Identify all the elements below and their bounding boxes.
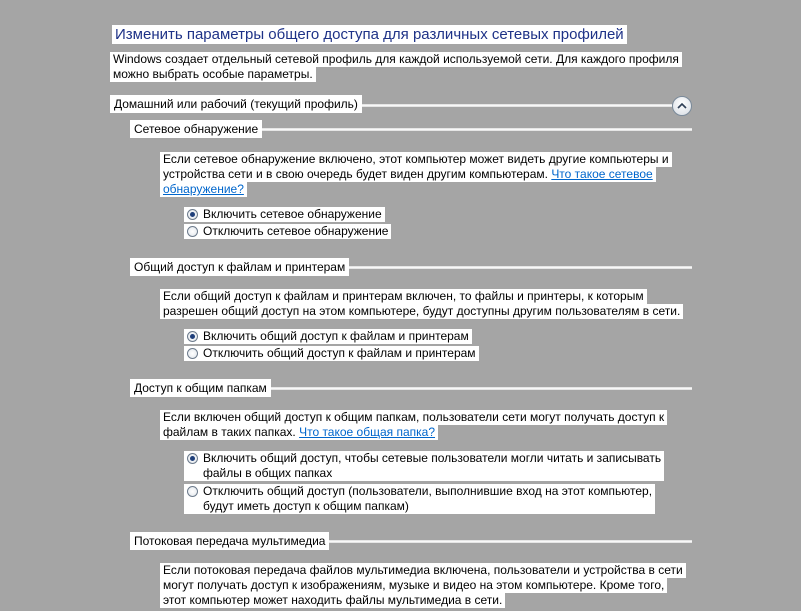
profile-label[interactable]: Домашний или рабочий (текущий профиль) [110,95,362,113]
discovery-desc-line2: устройства сети и в свою очередь будет виден другим компьютерам. Что такое сетевое [160,167,656,182]
public-folders-off-label-line1: Отключить общий доступ (пользователи, выполнившие вход на этот компьютер, [203,484,653,498]
file-sharing-off-option[interactable] [184,346,479,361]
discovery-desc-line3 [160,182,247,197]
public-folders-desc-line1: Если включен общий доступ к общим папкам, пользователи сети могут получать доступ к [160,410,667,425]
file-sharing-header: Общий доступ к файлам и принтерам [130,258,349,276]
collapse-profile-button[interactable] [672,96,692,116]
file-sharing-off-radio[interactable] [187,348,198,359]
public-folders-on-radio[interactable] [187,453,198,464]
public-folders-on-option[interactable] [184,451,664,481]
public-folders-desc-line2: файлам в таких папках. Что такое общая папка? [160,425,438,440]
file-sharing-on-radio[interactable] [187,331,198,342]
public-folders-off-label-line2: будут иметь доступ к общим папкам) [203,499,409,513]
discovery-help-link[interactable]: Что такое сетевое [551,167,653,181]
discovery-desc-line1: Если сетевое обнаружение включено, этот компьютер может видеть другие компьютеры и [160,152,672,167]
discovery-off-label: Отключить сетевое обнаружение [203,224,389,238]
intro-text-line2: можно выбрать особые параметры. [110,67,316,82]
file-sharing-on-label: Включить общий доступ к файлам и принтерам [203,329,469,343]
discovery-off-radio[interactable] [187,226,198,237]
public-folders-off-label [203,484,652,514]
file-sharing-desc-line1: Если общий доступ к файлам и принтерам включен, то файлы и принтеры, к которым [160,289,647,304]
public-folders-on-label-line1: Включить общий доступ, чтобы сетевые пользователи могли читать и записывать [203,451,662,465]
discovery-on-radio[interactable] [187,209,198,220]
page-title: Изменить параметры общего доступа для различных сетевых профилей [112,25,627,44]
discovery-on-label: Включить сетевое обнаружение [203,207,382,221]
file-sharing-desc-line2: разрешен общий доступ на этом компьютере, будут доступны другим пользователям в сети. [160,304,683,319]
discovery-off-option[interactable] [184,224,391,239]
media-header: Потоковая передача мультимедиа [130,532,329,550]
public-folders-header: Доступ к общим папкам [130,379,271,397]
discovery-header: Сетевое обнаружение [130,120,262,138]
discovery-help-link-cont[interactable]: обнаружение? [163,182,244,196]
public-folders-off-radio[interactable] [187,486,198,497]
intro-text-line1: Windows создает отдельный сетевой профиль для каждой используемой сети. Для каждого профиля [110,52,682,67]
media-desc-line1: Если потоковая передача файлов мультимедиа включена, пользователи и устройства в сети [160,563,686,578]
public-folder-help-link[interactable]: Что такое общая папка? [299,425,436,439]
public-folders-on-label [203,451,661,481]
chevron-up-icon [677,102,687,110]
file-sharing-off-label: Отключить общий доступ к файлам и принтерам [203,346,476,360]
discovery-on-option[interactable] [184,207,385,222]
media-desc-line3: этот компьютер может находить файлы мультимедиа в сети. [160,593,505,608]
public-folders-on-label-line2: файлы в общих папках [203,466,333,480]
right-edge [801,0,806,611]
file-sharing-on-option[interactable] [184,329,472,344]
media-desc-line2: могут получать доступ к изображениям, музыке и видео на этом компьютере. Кроме того, [160,578,667,593]
public-folders-off-option[interactable] [184,484,655,514]
